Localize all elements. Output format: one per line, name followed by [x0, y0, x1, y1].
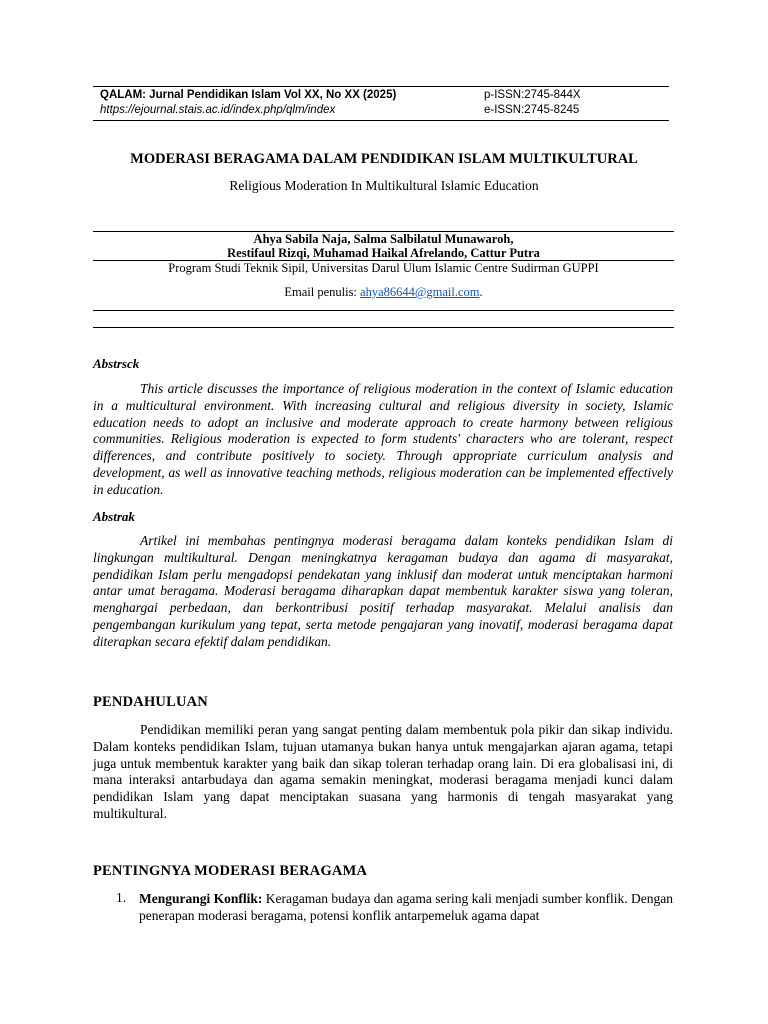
- journal-name: QALAM: Jurnal Pendidikan Islam Vol XX, No XX (2025): [100, 89, 397, 101]
- abstract-en-heading: Abstrsck: [93, 356, 140, 371]
- email-link[interactable]: ahya86644@gmail.com: [360, 285, 480, 299]
- abstract-id-heading: Abstrak: [93, 509, 135, 524]
- divider: [93, 327, 674, 328]
- email-label: Email penulis:: [284, 285, 357, 299]
- list-item-number: 1.: [116, 890, 127, 905]
- list-item: [139, 890, 673, 924]
- affiliation: Program Studi Teknik Sipil, Universitas Darul Ulum Islamic Centre Sudirman GUPPI: [168, 261, 599, 275]
- paper-subtitle: Religious Moderation In Multikultural Islamic Education: [229, 178, 539, 193]
- authors-line-1: Ahya Sabila Naja, Salma Salbilatul Munawaroh,: [253, 232, 514, 246]
- abstract-id-text: Artikel ini membahas pentingnya moderasi beragama dalam konteks pendidikan Islam di lingkungan multikultural. Dengan meningkatnya keragaman budaya dan agama di masyarakat, pendidikan Islam perlu mengadopsi pendekatan yang inklusif dan moderat untuk menciptakan harmoni antar umat beragama. Moderasi beragama diharapkan dapat membentuk karakter siswa yang toleran, menghargai perbedaan, dan berkontribusi positif terhadap masyarakat. Melalui analisis dan pengembangan kurikulum yang tepat, serta metode pengajaran yang inovatif, moderasi beragama dapat diterapkan secara efektif dalam pendidikan.: [93, 533, 673, 649]
- authors-line-2: Restifaul Rizqi, Muhamad Haikal Afrelando, Cattur Putra: [227, 246, 540, 260]
- importance-heading: PENTINGNYA MODERASI BERAGAMA: [93, 863, 368, 879]
- list-item-term: Mengurangi Konflik:: [139, 891, 263, 906]
- email-line: [93, 285, 674, 300]
- introduction-heading: PENDAHULUAN: [93, 694, 208, 710]
- paper-title: MODERASI BERAGAMA DALAM PENDIDIKAN ISLAM MULTIKULTURAL: [130, 151, 638, 167]
- email-suffix: .: [479, 285, 483, 299]
- abstract-en-text: This article discusses the importance of religious moderation in the context of Islamic education in a multicultural environment. With increasing cultural and religious diversity in society, Islamic education needs to adopt an inclusive and moderate approach to create harmony between religious communities. Religious moderation is expected to form students' characters who are tolerant, respect differences, and contribute positively to society. Through appropriate curriculum analysis and development, as well as innovative teaching methods, religious moderation can be implemented effectively in education.: [93, 381, 673, 497]
- e-issn: e-ISSN:2745-8245: [484, 104, 580, 116]
- introduction-text: Pendidikan memiliki peran yang sangat penting dalam membentuk pola pikir dan sikap individu. Dalam konteks pendidikan Islam, tujuan utamanya bukan hanya untuk mengajarkan ajaran agama, tetapi juga untuk membentuk karakter yang baik dan sikap toleran terhadap orang lain. Di era globalisasi ini, di mana interaksi antarbudaya dan agama semakin meningkat, moderasi beragama menjadi kunci dalam pendidikan Islam yang dapat menciptakan suasana yang harmonis di tengah masyarakat yang multikultural.: [93, 722, 673, 821]
- p-issn: p-ISSN:2745-844X: [484, 89, 581, 101]
- journal-url[interactable]: https://ejournal.stais.ac.id/index.php/qlm/index: [100, 104, 336, 116]
- journal-header: [93, 86, 669, 121]
- list-item-text: Keragaman budaya dan agama sering kali menjadi sumber konflik. Dengan penerapan moderasi beragama, potensi konflik antarpemeluk agama dapat: [139, 891, 674, 923]
- divider: [93, 310, 674, 311]
